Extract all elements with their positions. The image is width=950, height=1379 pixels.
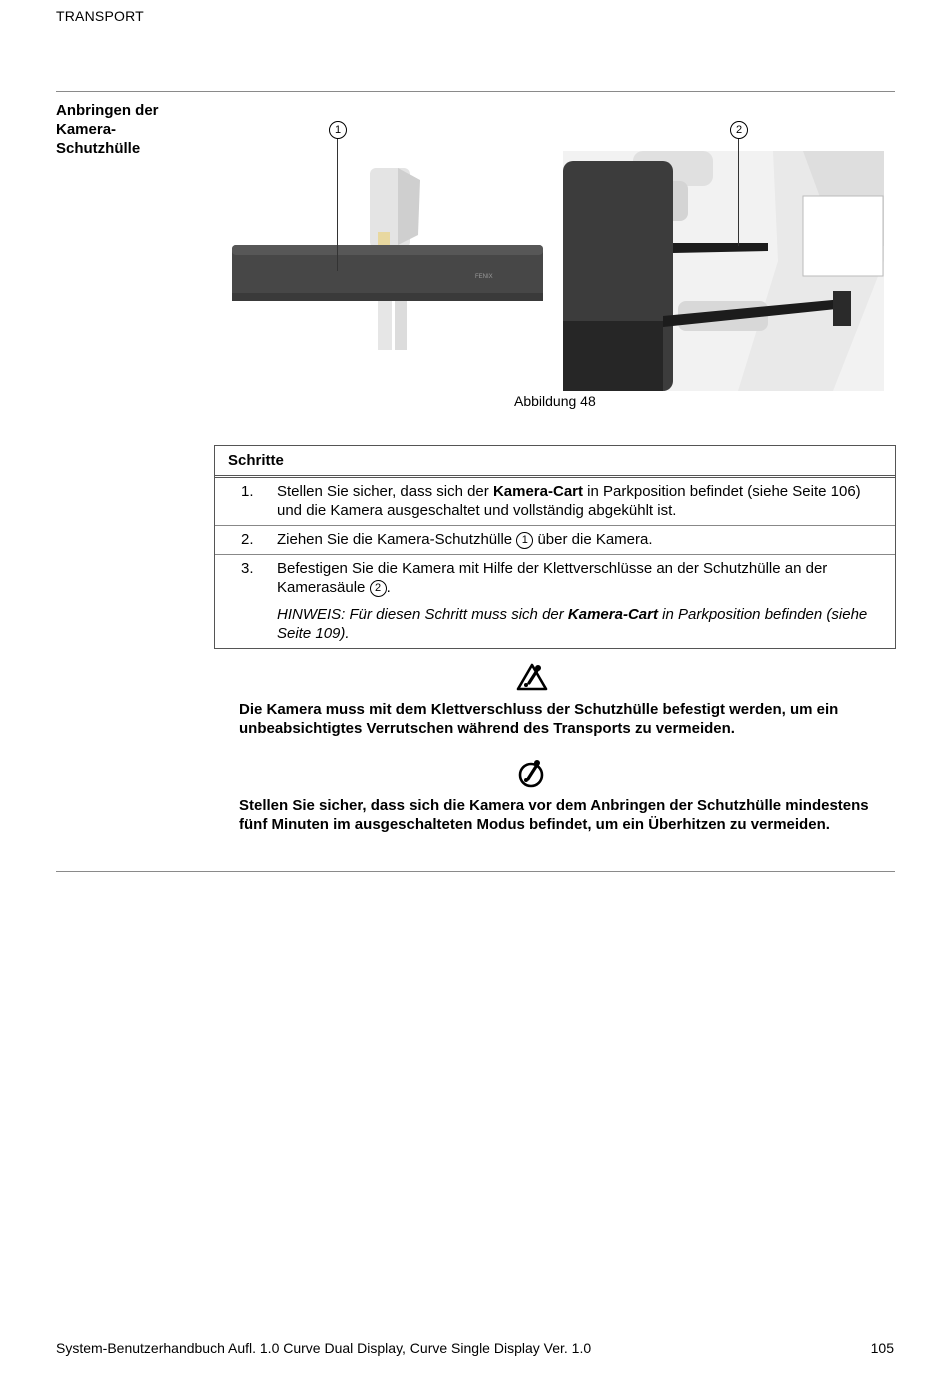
warning-text: Stellen Sie sicher, dass sich die Kamera vor dem Anbringen der Schutzhülle mindestens fünf Minuten im ausgeschalteten Modus befindet, um ein Überhitzen zu vermeiden.	[239, 797, 869, 833]
caution-text: Die Kamera muss mit dem Klettverschluss der Schutzhülle befestigt werden, um ein unbeabsichtigtes Verrutschen während des Transports zu vermeiden.	[239, 701, 839, 737]
warning-hand-icon	[516, 758, 548, 790]
inline-callout-1: 1	[516, 532, 533, 549]
callout-2-leader	[738, 138, 739, 246]
running-header: TRANSPORT	[56, 8, 144, 24]
footer-page-number: 105	[870, 1340, 894, 1356]
step-number: 1.	[241, 483, 254, 500]
step-text: Ziehen Sie die Kamera-Schutzhülle 1 über die Kamera.	[277, 531, 653, 548]
step-text: Befestigen Sie die Kamera mit Hilfe der Klettverschlüsse an der Schutzhülle an der Kamerasäule 2 . HINWEIS: Für diesen Schritt muss sich der Kamera-Cart in Parkposition befinden (siehe Seite 109).	[277, 559, 895, 643]
step-note: HINWEIS: Für diesen Schritt muss sich der Kamera-Cart in Parkposition befinden (siehe Seite 109).	[277, 606, 868, 642]
camera-strap-photo-right	[563, 151, 884, 391]
section-title: Anbringen der Kamera-Schutzhülle	[56, 102, 159, 157]
bottom-divider	[56, 871, 895, 872]
camera-cover-photo-left	[230, 160, 545, 350]
caution-hand-icon	[516, 661, 548, 693]
top-divider	[56, 91, 895, 92]
footer-document-title: System-Benutzerhandbuch Aufl. 1.0 Curve Dual Display, Curve Single Display Ver. 1.0	[56, 1340, 592, 1356]
inline-callout-2: 2	[370, 580, 387, 597]
figure-caption: Abbildung 48	[514, 393, 596, 409]
step-number: 3.	[241, 560, 254, 577]
step-row	[215, 478, 895, 525]
step-number: 2.	[241, 531, 254, 548]
steps-table	[214, 445, 896, 649]
callout-2: 2	[730, 121, 748, 139]
step-text: Stellen Sie sicher, dass sich der Kamera-Cart in Parkposition befindet (siehe Seite 106) und die Kamera ausgeschaltet und vollständig abgekühlt ist.	[277, 483, 861, 519]
callout-1: 1	[329, 121, 347, 139]
step-row	[215, 525, 895, 554]
callout-1-leader	[337, 138, 338, 271]
cover-brand-label: FENIX	[475, 274, 493, 280]
step-row	[215, 554, 895, 648]
steps-table-title: Schritte	[215, 446, 895, 478]
